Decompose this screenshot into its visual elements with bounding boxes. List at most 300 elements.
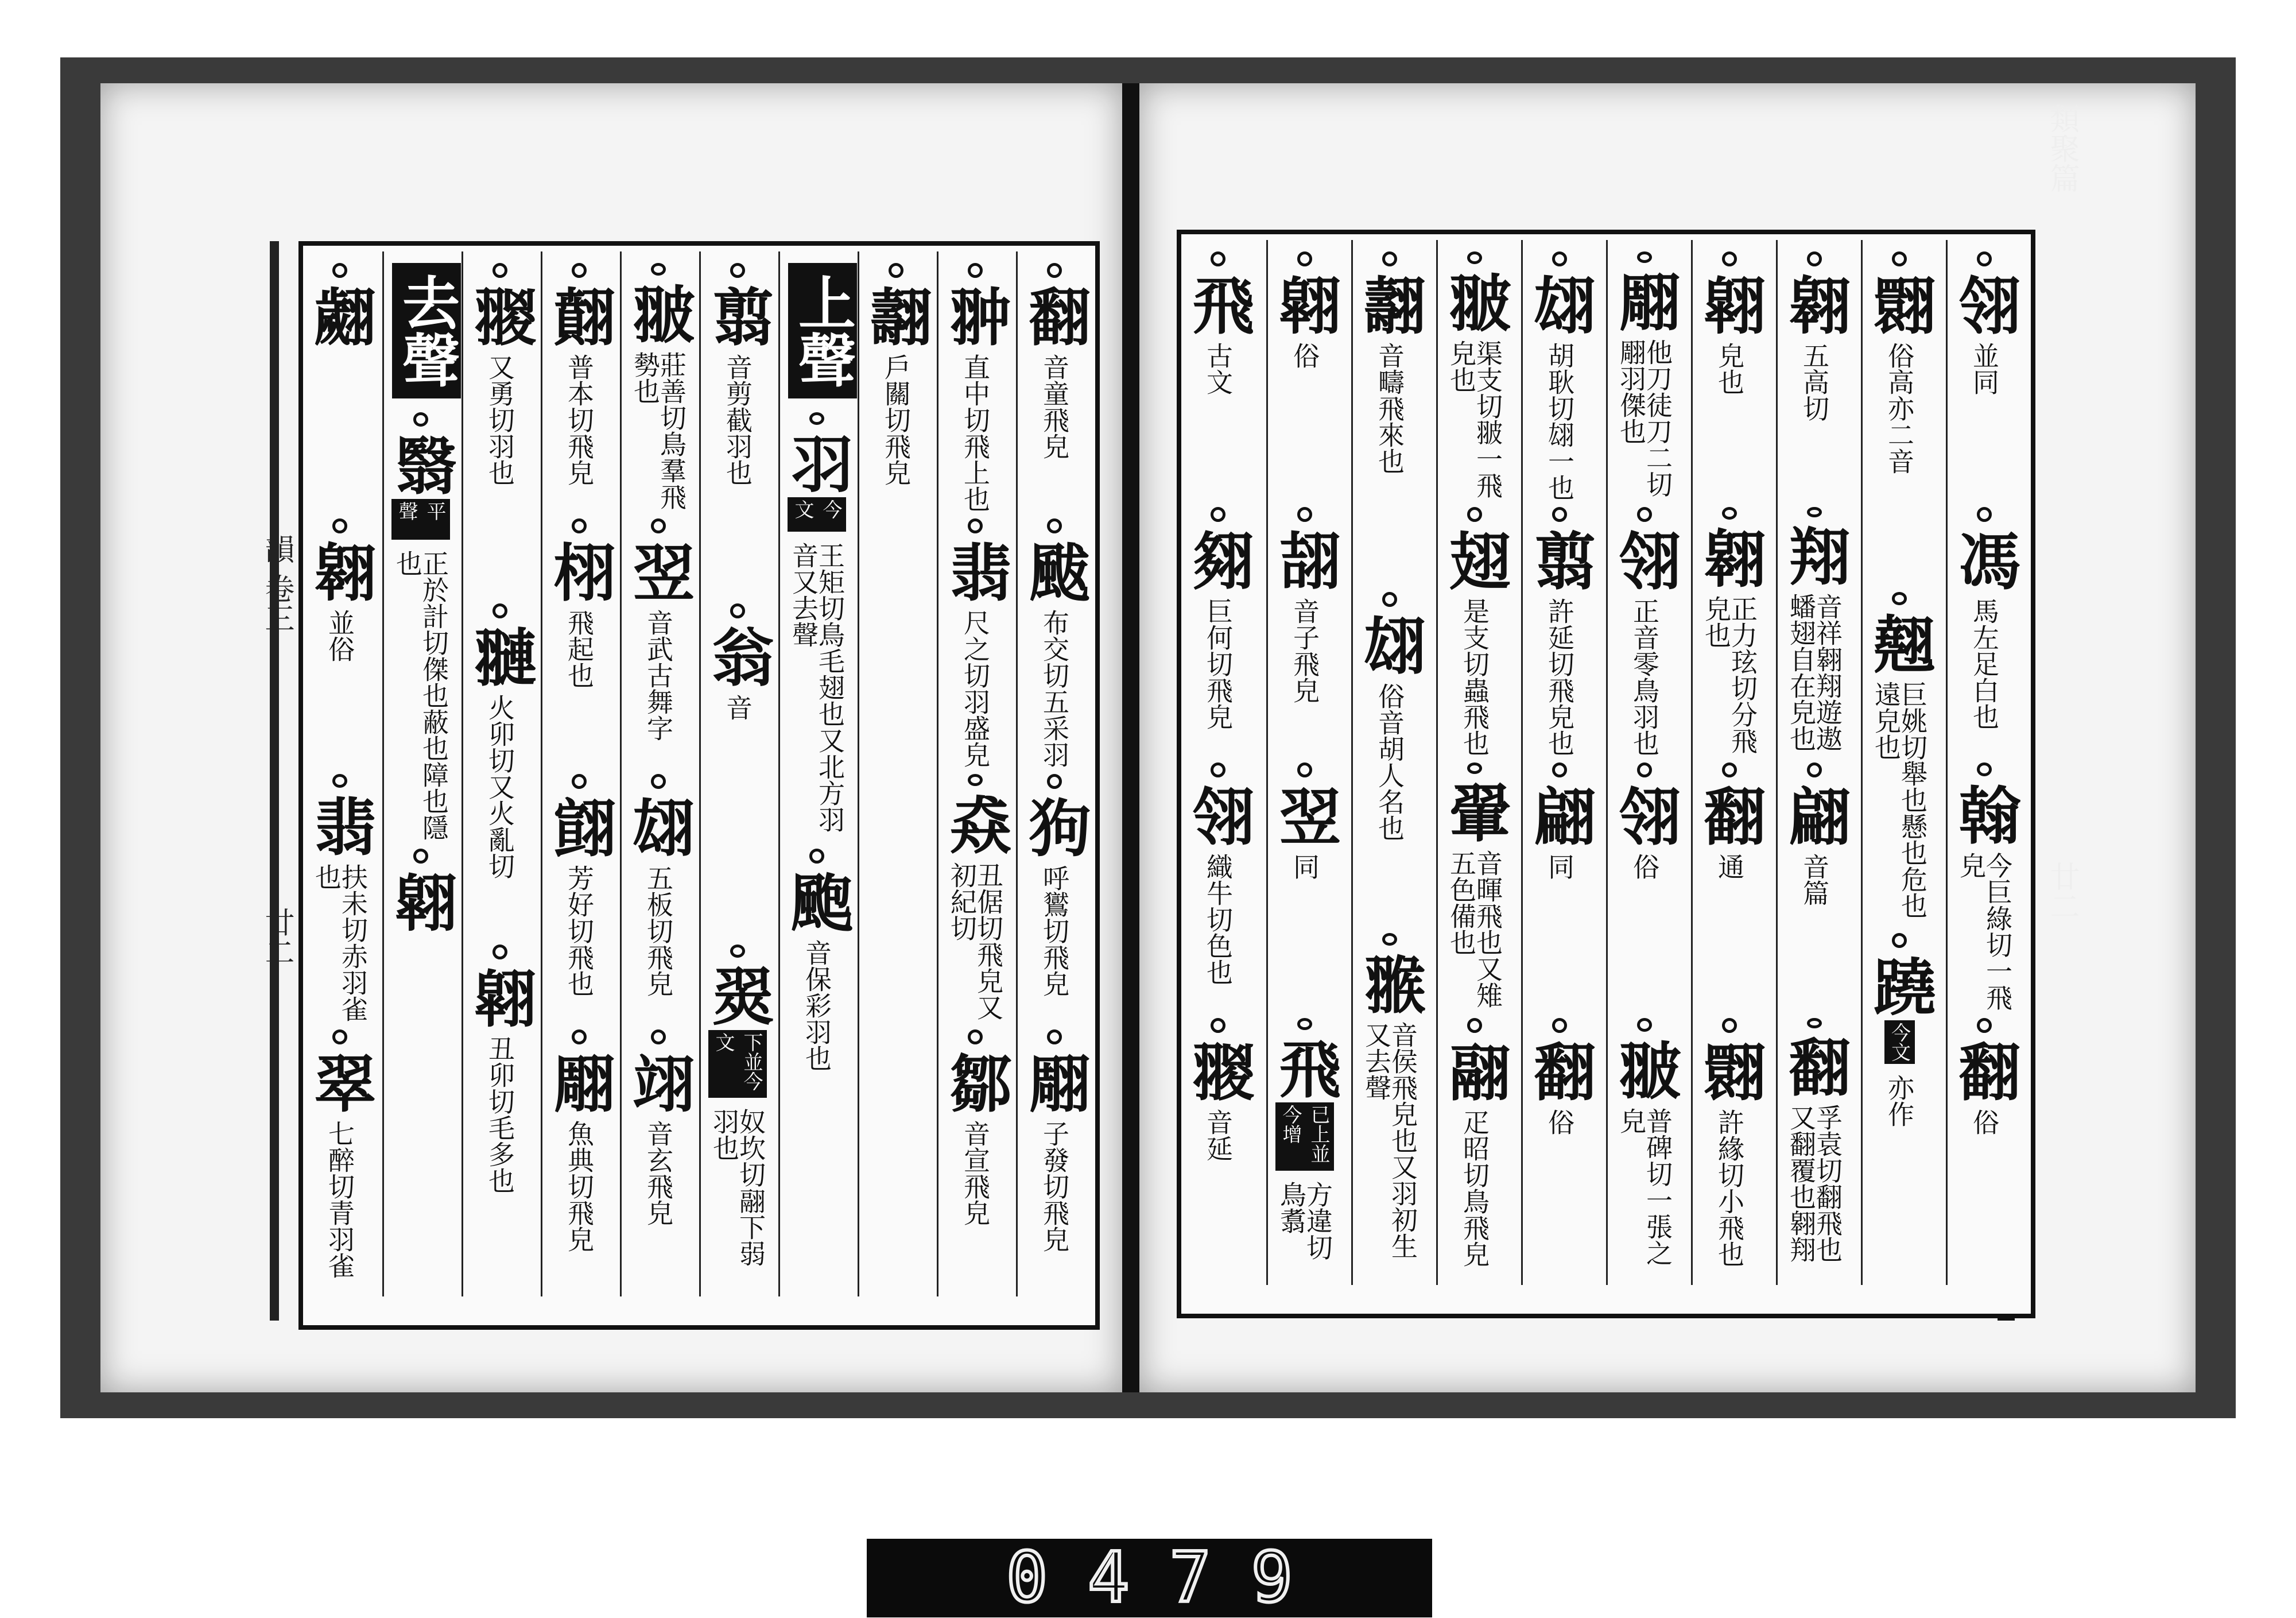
headword: 蹺	[1863, 954, 1936, 1017]
headword: 翍	[1608, 1038, 1681, 1101]
dictionary-entry	[1523, 251, 1596, 501]
headword: 翡	[304, 794, 376, 857]
entry-circle-marker	[332, 263, 347, 278]
entry-circle-marker	[1297, 1018, 1312, 1030]
headword: 羽	[781, 432, 853, 494]
headword: 翎	[1608, 529, 1681, 591]
dictionary-entry	[1693, 507, 1766, 757]
archive-page-stamp	[867, 1539, 1432, 1617]
dictionary-entry	[1608, 762, 1681, 880]
dictionary-entry	[1948, 1018, 2020, 1135]
text-column	[461, 251, 541, 1296]
gloss-text: 莊善切鳥羣飛勢也	[630, 351, 687, 510]
headword: 翰	[1948, 783, 2020, 845]
headword: 翱	[1693, 527, 1766, 589]
headword: 狗	[1018, 796, 1091, 858]
headword: 翪	[1182, 1040, 1254, 1102]
dictionary-entry	[464, 263, 536, 486]
entry-circle-marker	[1047, 1029, 1062, 1044]
headword: 翊	[622, 1051, 695, 1113]
gloss-text: 古文	[1203, 342, 1234, 395]
gloss-text: 音子飛皃	[1289, 598, 1320, 703]
headword: 翦	[701, 285, 774, 347]
dictionary-entry	[1438, 507, 1511, 756]
text-column	[1521, 240, 1606, 1285]
gloss-text: 亦作	[1884, 1074, 1915, 1127]
headword: 颮	[781, 870, 853, 932]
dictionary-entry	[1608, 507, 1681, 756]
entry-circle-marker	[413, 849, 428, 864]
dictionary-entry	[622, 1029, 695, 1226]
gloss-text: 俗	[1289, 342, 1320, 369]
entry-circle-marker	[492, 945, 507, 959]
gloss-text: 音玄飛皃	[643, 1120, 674, 1226]
dictionary-entry	[543, 1029, 615, 1252]
right-margin-number: 廿二	[2045, 861, 2079, 921]
headword: 翁	[701, 625, 774, 688]
headword: 鄒	[939, 1051, 1011, 1113]
gloss-text: 音武古舞字	[643, 609, 674, 741]
headword: 翱	[1778, 273, 1851, 335]
gloss-text: 音剪截羽也	[722, 354, 753, 486]
entry-circle-marker	[492, 263, 507, 278]
gloss-text: 布交切五采羽	[1039, 609, 1070, 768]
gloss-text: 正音零鳥羽也	[1629, 598, 1660, 756]
headword: 翻	[1948, 1040, 2020, 1102]
gloss-text: 同	[1289, 853, 1320, 880]
dictionary-entry	[304, 518, 376, 662]
entry-circle-marker	[651, 774, 666, 789]
dictionary-entry	[1353, 592, 1426, 842]
entry-circle-marker	[1722, 507, 1737, 520]
headword: 翔	[1778, 524, 1851, 587]
entry-circle-marker	[1977, 507, 1992, 522]
headword: 翢	[1608, 269, 1681, 332]
headword: 翠	[304, 1051, 376, 1113]
dictionary-entry	[1269, 762, 1341, 880]
gloss-text: 方違切鳥翥	[1276, 1181, 1333, 1261]
entry-circle-marker	[1467, 762, 1482, 774]
headword: 翦	[1523, 529, 1596, 591]
headword: 翻	[1018, 285, 1091, 347]
entry-circle-marker	[1977, 1018, 1992, 1033]
dictionary-entry	[939, 1029, 1011, 1226]
gloss-text: 通	[1714, 853, 1745, 880]
headword: 翍	[1438, 271, 1511, 334]
gloss-text: 俗	[1629, 853, 1660, 880]
dictionary-entry	[781, 849, 853, 1071]
entry-circle-marker	[809, 412, 824, 425]
headword: 翶	[385, 870, 457, 932]
dictionary-entry	[622, 518, 695, 741]
dictionary-entry	[1438, 762, 1511, 1012]
gloss-text: 又勇切羽也	[484, 354, 515, 486]
entry-circle-marker	[651, 518, 666, 533]
entry-circle-marker	[1892, 251, 1907, 266]
dictionary-entry	[1182, 507, 1254, 730]
dictionary-entry	[1778, 251, 1851, 421]
entry-circle-marker	[1552, 762, 1567, 777]
headword: 翬	[1438, 780, 1511, 843]
entry-circle-marker	[1892, 592, 1907, 605]
annotation-badge: 已上並今增	[1275, 1102, 1334, 1171]
gloss-text: 正於計切傑也蔽也障也隱也	[392, 549, 449, 841]
headword: 翻	[1693, 784, 1766, 846]
entry-circle-marker	[730, 945, 745, 958]
headword: 翱	[304, 540, 376, 602]
gloss-text: 俗	[1969, 1109, 2000, 1135]
dictionary-entry	[1269, 251, 1341, 369]
entry-circle-marker	[572, 263, 587, 278]
headword: 翃	[1523, 273, 1596, 335]
gloss-text: 呼鸑切飛皃	[1039, 865, 1070, 997]
gloss-text: 今巨綠切一飛皃	[1956, 851, 2013, 1011]
headword: 翗	[1182, 529, 1254, 591]
headword: 翃	[622, 796, 695, 858]
entry-circle-marker	[1722, 762, 1737, 777]
headword: 翽	[304, 285, 376, 347]
headword: 翜	[701, 964, 774, 1027]
dictionary-entry	[939, 518, 1011, 768]
gloss-text: 普本切飛皃	[564, 354, 595, 486]
gloss-text: 丑卯切毛多也	[484, 1035, 515, 1194]
gloss-text: 織牛切色也	[1203, 853, 1234, 985]
headword: 翹	[1863, 611, 1936, 674]
gloss-text: 巨姚切舉也懸也危也遠皃也	[1871, 680, 1928, 919]
dictionary-entry	[464, 945, 536, 1194]
gloss-text: 普碑切一張之皃	[1616, 1107, 1673, 1266]
dictionary-entry	[622, 263, 695, 513]
gloss-text: 許緣切小飛也	[1714, 1109, 1745, 1267]
headword: 翩	[1523, 784, 1596, 846]
headword: 翎	[1182, 784, 1254, 846]
gloss-text: 尺之切羽盛皃	[960, 609, 991, 768]
gloss-text: 音	[722, 694, 753, 721]
headword: 翾	[1693, 1040, 1766, 1102]
entry-circle-marker	[889, 263, 903, 278]
gloss-text: 子發切飛皃	[1039, 1120, 1070, 1252]
entry-circle-marker	[1382, 592, 1397, 607]
entry-circle-marker	[730, 263, 745, 278]
dictionary-entry	[939, 774, 1011, 1024]
entry-circle-marker	[1977, 762, 1992, 776]
headword: 翸	[543, 285, 615, 347]
gloss-text: 疋昭切鳥飛皃	[1459, 1109, 1490, 1267]
dictionary-entry	[1693, 251, 1766, 395]
dictionary-entry	[385, 412, 457, 843]
dictionary-entry	[1863, 251, 1936, 474]
dictionary-entry	[304, 263, 376, 354]
gloss-text: 音疇飛來也	[1374, 342, 1405, 474]
entry-circle-marker	[1807, 251, 1822, 266]
dictionary-entry	[939, 263, 1011, 512]
text-column	[937, 251, 1016, 1296]
entry-circle-marker	[651, 263, 666, 276]
headword: 翻	[1523, 1040, 1596, 1102]
entry-circle-marker	[1807, 1018, 1822, 1028]
headword: 翢	[1018, 1051, 1091, 1113]
annotation-badge: 今文	[1884, 1020, 1915, 1064]
dictionary-entry	[1438, 251, 1511, 501]
entry-circle-marker	[730, 603, 745, 618]
annotation-badge: 今文	[788, 497, 846, 532]
gloss-text: 正力玹切分飛皃也	[1701, 595, 1758, 754]
text-column	[1351, 240, 1436, 1285]
page-number-stamp: 0479	[1006, 1538, 1333, 1618]
headword: 翅	[1438, 529, 1511, 591]
gloss-text: 芳好切飛也	[564, 865, 595, 997]
gloss-text: 俗音胡人名也	[1374, 683, 1405, 842]
headword: 猋	[939, 792, 1011, 855]
gloss-text: 巨何切飛皃	[1203, 598, 1234, 730]
headword: 翳	[385, 433, 457, 496]
gloss-text: 飛起也	[564, 609, 595, 688]
text-column	[1776, 240, 1861, 1285]
left-margin-label: 韻 卷三	[259, 534, 294, 633]
headword: 翶	[1269, 273, 1341, 335]
text-column	[1181, 240, 1266, 1285]
gloss-text: 音祥翱翔遊遨蟠翅自在皃也	[1786, 593, 1843, 752]
entry-circle-marker	[332, 1029, 347, 1044]
dictionary-entry	[1182, 251, 1254, 395]
entry-circle-marker	[968, 263, 983, 278]
headword: 飛	[1269, 1036, 1341, 1099]
entry-circle-marker	[1297, 762, 1312, 777]
entry-circle-marker	[1467, 507, 1482, 522]
text-column	[778, 251, 858, 1296]
dictionary-entry	[1778, 1018, 1851, 1268]
text-column	[1266, 240, 1351, 1285]
headword: 翓	[1269, 529, 1341, 591]
gloss-text: 丑倨切飛皃又初紀切	[947, 861, 1004, 1020]
dictionary-entry	[1353, 251, 1426, 474]
headword: 翀	[939, 285, 1011, 347]
headword: 翍	[622, 282, 695, 345]
gloss-text: 俗高亦二音	[1884, 342, 1915, 474]
gloss-text: 音保彩羽也	[801, 939, 832, 1071]
dictionary-entry	[543, 518, 615, 688]
entry-circle-marker	[1807, 762, 1822, 777]
headword: 翌	[622, 540, 695, 602]
dictionary-entry	[1778, 507, 1851, 757]
tone-heading: 上聲	[788, 263, 857, 398]
entry-circle-marker	[1722, 251, 1737, 266]
entry-circle-marker	[1977, 251, 1992, 266]
text-column	[699, 251, 778, 1296]
entry-circle-marker	[572, 774, 587, 789]
headword: 翡	[939, 540, 1011, 602]
entry-circle-marker	[968, 774, 983, 786]
entry-circle-marker	[1637, 762, 1652, 777]
gloss-text: 音延	[1203, 1109, 1234, 1162]
annotation-badge: 平聲	[391, 499, 450, 540]
headword: 翴	[464, 625, 536, 688]
gloss-text: 音童飛皃	[1039, 354, 1070, 459]
entry-circle-marker	[1552, 251, 1567, 266]
dictionary-entry	[543, 774, 615, 997]
text-column	[858, 251, 937, 1296]
entry-circle-marker	[1382, 251, 1397, 266]
dictionary-entry	[1693, 1018, 1766, 1267]
dictionary-entry	[781, 412, 853, 843]
left-page-edge-shadow	[270, 241, 279, 1321]
gloss-text: 王矩切鳥毛翅也又北方羽音又去聲	[788, 541, 846, 833]
headword: 翎	[1948, 273, 2020, 335]
gloss-text: 皃也	[1714, 342, 1745, 395]
headword: 翭	[1353, 953, 1426, 1015]
text-column	[620, 251, 699, 1296]
dictionary-entry	[1018, 1029, 1091, 1252]
gloss-text: 七醉切青羽雀	[324, 1120, 355, 1279]
dictionary-entry	[622, 774, 695, 997]
dictionary-entry	[1523, 1018, 1596, 1135]
entry-circle-marker	[809, 849, 824, 864]
text-column	[382, 251, 461, 1296]
headword: 颰	[1018, 540, 1091, 602]
text-column	[1861, 240, 1946, 1285]
entry-circle-marker	[1467, 1018, 1482, 1033]
dictionary-entry	[701, 603, 774, 721]
headword: 翎	[1608, 784, 1681, 846]
dictionary-entry	[1948, 251, 2020, 395]
gloss-text: 胡耿切翃一也	[1544, 342, 1575, 501]
gloss-text: 火卯切又火亂切	[484, 694, 515, 880]
headword: 馮	[1948, 529, 2020, 591]
headword: 翌	[1269, 784, 1341, 846]
gloss-text: 奴坎切翮下弱羽也	[709, 1108, 766, 1267]
entry-circle-marker	[1297, 251, 1312, 266]
dictionary-entry	[1608, 251, 1681, 501]
dictionary-entry	[701, 263, 774, 486]
gloss-text: 戶關切飛皃	[881, 354, 912, 486]
headword: 翩	[1778, 784, 1851, 846]
dictionary-entry	[860, 263, 932, 486]
entry-circle-marker	[1637, 507, 1652, 522]
gloss-text: 五高切	[1799, 342, 1830, 421]
dictionary-entry	[1863, 592, 1936, 927]
gloss-text: 直中切飛上也	[960, 354, 991, 512]
gloss-text: 音暉飛也又雉五色備也	[1446, 849, 1503, 1008]
entry-circle-marker	[332, 774, 347, 788]
dictionary-entry	[543, 263, 615, 486]
dictionary-entry	[1269, 1018, 1341, 1268]
entry-circle-marker	[968, 518, 983, 533]
gloss-text: 音宣飛皃	[960, 1120, 991, 1226]
annotation-badge: 下並今文	[708, 1030, 767, 1098]
tone-heading: 去聲	[392, 263, 461, 398]
dictionary-entry	[304, 1029, 376, 1279]
text-column	[1016, 251, 1095, 1296]
dictionary-entry	[1778, 762, 1851, 906]
dictionary-entry	[1353, 933, 1426, 1268]
dictionary-entry	[1863, 933, 1936, 1127]
headword: 翾	[1863, 273, 1936, 335]
dictionary-entry	[1948, 507, 2020, 730]
entry-circle-marker	[1807, 507, 1822, 517]
dictionary-entry	[1608, 1018, 1681, 1268]
gloss-text: 扶未切赤羽雀也	[311, 863, 369, 1022]
entry-circle-marker	[1552, 1018, 1567, 1033]
headword: 栩	[543, 540, 615, 602]
entry-circle-marker	[332, 518, 347, 533]
gloss-text: 魚典切飛皃	[564, 1120, 595, 1252]
gloss-text: 五板切飛皃	[643, 865, 674, 997]
gloss-text: 孚袁切翻飛也又翻覆也翱翔	[1786, 1104, 1843, 1263]
entry-circle-marker	[1722, 1018, 1737, 1033]
dictionary-entry	[304, 774, 376, 1024]
dictionary-entry	[701, 945, 774, 1279]
text-column	[1691, 240, 1776, 1285]
entry-circle-marker	[1892, 933, 1907, 948]
entry-circle-marker	[1637, 1018, 1652, 1032]
headword: 翻	[1778, 1035, 1851, 1098]
entry-circle-marker	[1382, 933, 1397, 946]
dictionary-entry	[1182, 762, 1254, 985]
entry-circle-marker	[492, 603, 507, 618]
entry-circle-marker	[968, 1029, 983, 1044]
entry-circle-marker	[1047, 518, 1062, 533]
gloss-text: 音侯飛皃也又羽初生又去聲	[1361, 1021, 1418, 1260]
dictionary-entry	[1523, 507, 1596, 756]
headword: 翮	[1438, 1040, 1511, 1102]
text-column	[1436, 240, 1521, 1285]
dictionary-entry	[1948, 762, 2020, 1012]
entry-circle-marker	[1047, 774, 1062, 789]
gloss-text: 同	[1544, 853, 1575, 880]
headword: 翶	[464, 966, 536, 1028]
gloss-text: 音篇	[1799, 853, 1830, 906]
gloss-text: 並俗	[324, 609, 355, 662]
entry-circle-marker	[1211, 507, 1225, 522]
dictionary-entry	[1018, 774, 1091, 997]
text-column	[1946, 240, 2031, 1285]
dictionary-entry	[385, 849, 457, 939]
dictionary-entry	[1523, 762, 1596, 880]
entry-circle-marker	[651, 1029, 666, 1044]
entry-circle-marker	[1211, 762, 1225, 777]
left-text-frame	[298, 241, 1100, 1330]
right-text-frame	[1177, 230, 2035, 1318]
entry-circle-marker	[1467, 251, 1482, 264]
dictionary-entry	[1269, 507, 1341, 703]
dictionary-entry	[1018, 263, 1091, 459]
left-margin-number: 廿二	[259, 907, 294, 967]
gloss-text: 俗	[1544, 1109, 1575, 1135]
entry-circle-marker	[1637, 251, 1652, 263]
right-margin-label: 類聚篇	[2045, 103, 2079, 193]
dictionary-entry	[1438, 1018, 1511, 1267]
text-column	[541, 251, 620, 1296]
headword: 翪	[464, 285, 536, 347]
entry-circle-marker	[1211, 251, 1225, 266]
gloss-text: 許延切飛皃也	[1544, 598, 1575, 756]
dictionary-entry	[1018, 518, 1091, 768]
dictionary-entry	[464, 603, 536, 880]
entry-circle-marker	[1297, 507, 1312, 522]
text-column	[1606, 240, 1691, 1285]
gloss-text: 馬左足白也	[1969, 598, 2000, 730]
entry-circle-marker	[413, 412, 428, 427]
headword: 翿	[1353, 273, 1426, 335]
headword: 翃	[1353, 614, 1426, 676]
entry-circle-marker	[1552, 507, 1567, 522]
entry-circle-marker	[572, 518, 587, 533]
entry-circle-marker	[1047, 263, 1062, 278]
headword: 翢	[543, 1051, 615, 1113]
headword: 飛	[1182, 273, 1254, 335]
gloss-text: 他刀徒刀二切翢羽傑也	[1616, 338, 1673, 497]
dictionary-entry	[1693, 762, 1766, 880]
